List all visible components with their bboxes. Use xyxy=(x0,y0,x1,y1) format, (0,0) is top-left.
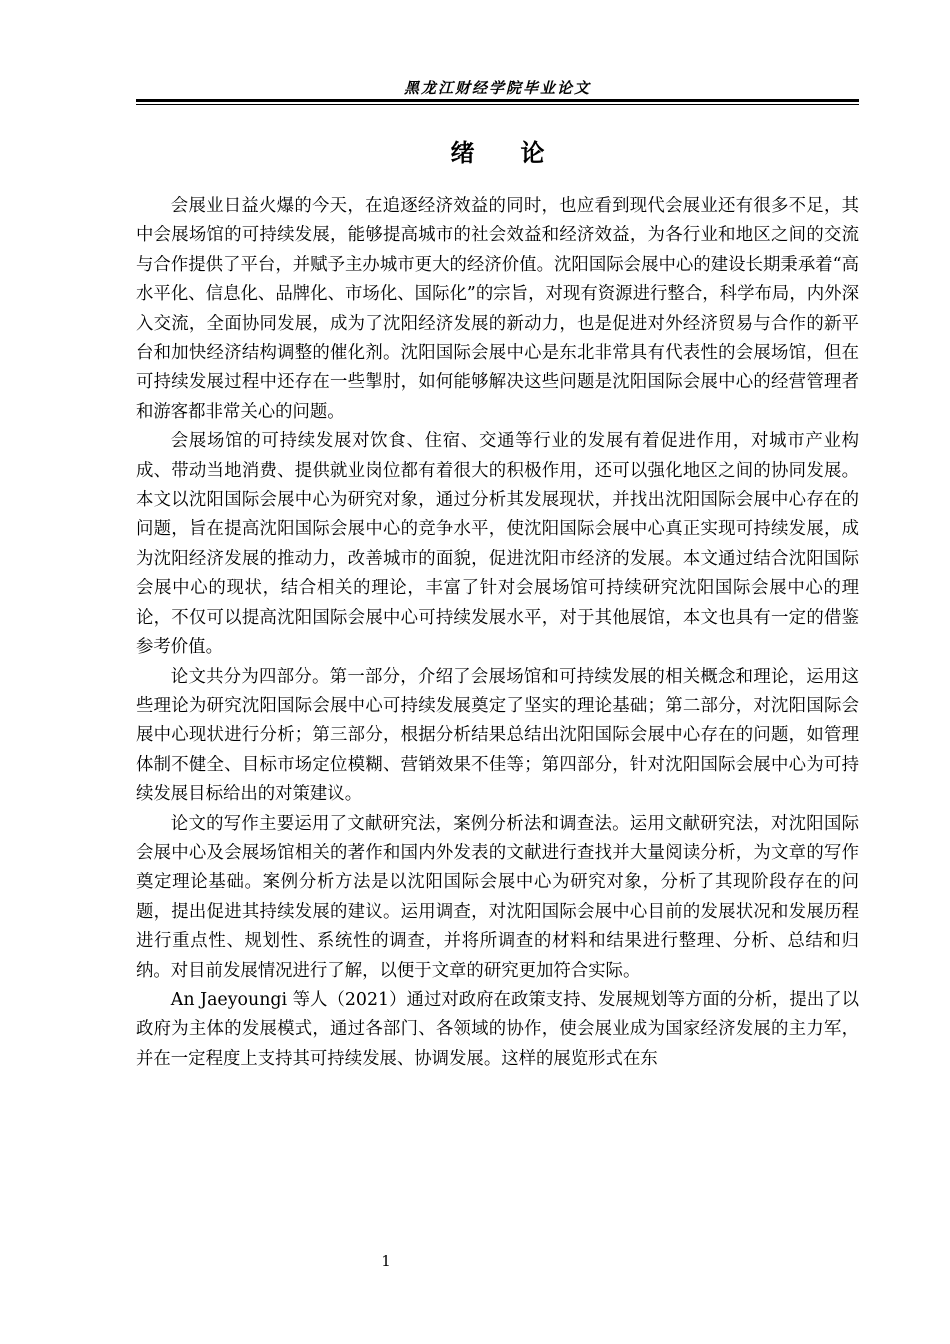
paragraph-2: 会展场馆的可持续发展对饮食、住宿、交通等行业的发展有着促进作用，对城市产业构成、带动当地消费、提供就业岗位都有着很大的积极作用，还可以强化地区之间的协同发展。本文以沈阳国际会展中心为研究对象，通过分析其发展现状，并找出沈阳国际会展中心存在的问题，旨在提高沈阳国际会展中心的竞争水平，使沈阳国际会展中心真正实现可持续发展，成为沈阳经济发展的推动力，改善城市的面貌，促进沈阳市经济的发展。本文通过结合沈阳国际会展中心的现状，结合相关的理论，丰富了针对会展场馆可持续研究沈阳国际会展中心的理论，不仅可以提高沈阳国际会展中心可持续发展水平，对于其他展馆，本文也具有一定的借鉴参考价值。 xyxy=(136,431,859,658)
paragraph-1: 会展业日益火爆的今天，在追逐经济效益的同时，也应看到现代会展业还有很多不足，其中会展场馆的可持续发展，能够提高城市的社会效益和经济效益，为各行业和地区之间的交流与合作提供了平台，并赋予主办城市更大的经济价值。沈阳国际会展中心的建设长期秉承着“高水平化、信息化、品牌化、市场化、国际化”的宗旨，对现有资源进行整合，科学布局，内外深入交流，全面协同发展，成为了沈阳经济发展的新动力，也是促进对外经济贸易与合作的新平台和加快经济结构调整的催化剂。沈阳国际会展中心是东北非常具有代表性的会展场馆，但在可持续发展过程中还存在一些掣肘，如何能够解决这些问题是沈阳国际会展中心的经营管理者和游客都非常关心的问题。 xyxy=(136,196,859,422)
paragraph-3: 论文共分为四部分。第一部分，介绍了会展场馆和可持续发展的相关概念和理论，运用这些理论为研究沈阳国际会展中心可持续发展奠定了坚实的理论基础；第二部分，对沈阳国际会展中心现状进行分析；第三部分，根据分析结果总结出沈阳国际会展中心存在的问题，如管理体制不健全、目标市场定位模糊、营销效果不佳等；第四部分，针对沈阳国际会展中心为可持续发展目标给出的对策建议。 xyxy=(136,666,859,805)
header-rule-thick xyxy=(136,99,859,102)
running-header: 黑龙江财经学院毕业论文 xyxy=(403,79,591,97)
paragraph-5: An Jaeyoungi 等人（2021）通过对政府在政策支持、发展规划等方面的分析，提出了以政府为主体的发展模式，通过各部门、各领域的协作，使会展业成为国家经济发展的主力军，并在一定程度上支持其可持续发展、协调发展。这样的展览形式在东 xyxy=(136,989,859,1069)
page-number: 1 xyxy=(381,1252,391,1270)
header-rule-thin xyxy=(136,104,859,105)
section-title: 绪论 xyxy=(450,138,591,167)
paragraph-4: 论文的写作主要运用了文献研究法，案例分析法和调查法。运用文献研究法，对沈阳国际会展中心及会展场馆相关的著作和国内外发表的文献进行查找并大量阅读分析，为文章的写作奠定理论基础。案例分析方法是以沈阳国际会展中心为研究对象，分析了其现阶段存在的问题，提出促进其持续发展的建议。运用调查，对沈阳国际会展中心目前的发展状况和发展历程进行重点性、规划性、系统性的调查，并将所调查的材料和结果进行整理、分析、总结和归纳。对目前发展情况进行了解，以便于文章的研究更加符合实际。 xyxy=(136,813,859,981)
body-text xyxy=(136,192,859,1074)
